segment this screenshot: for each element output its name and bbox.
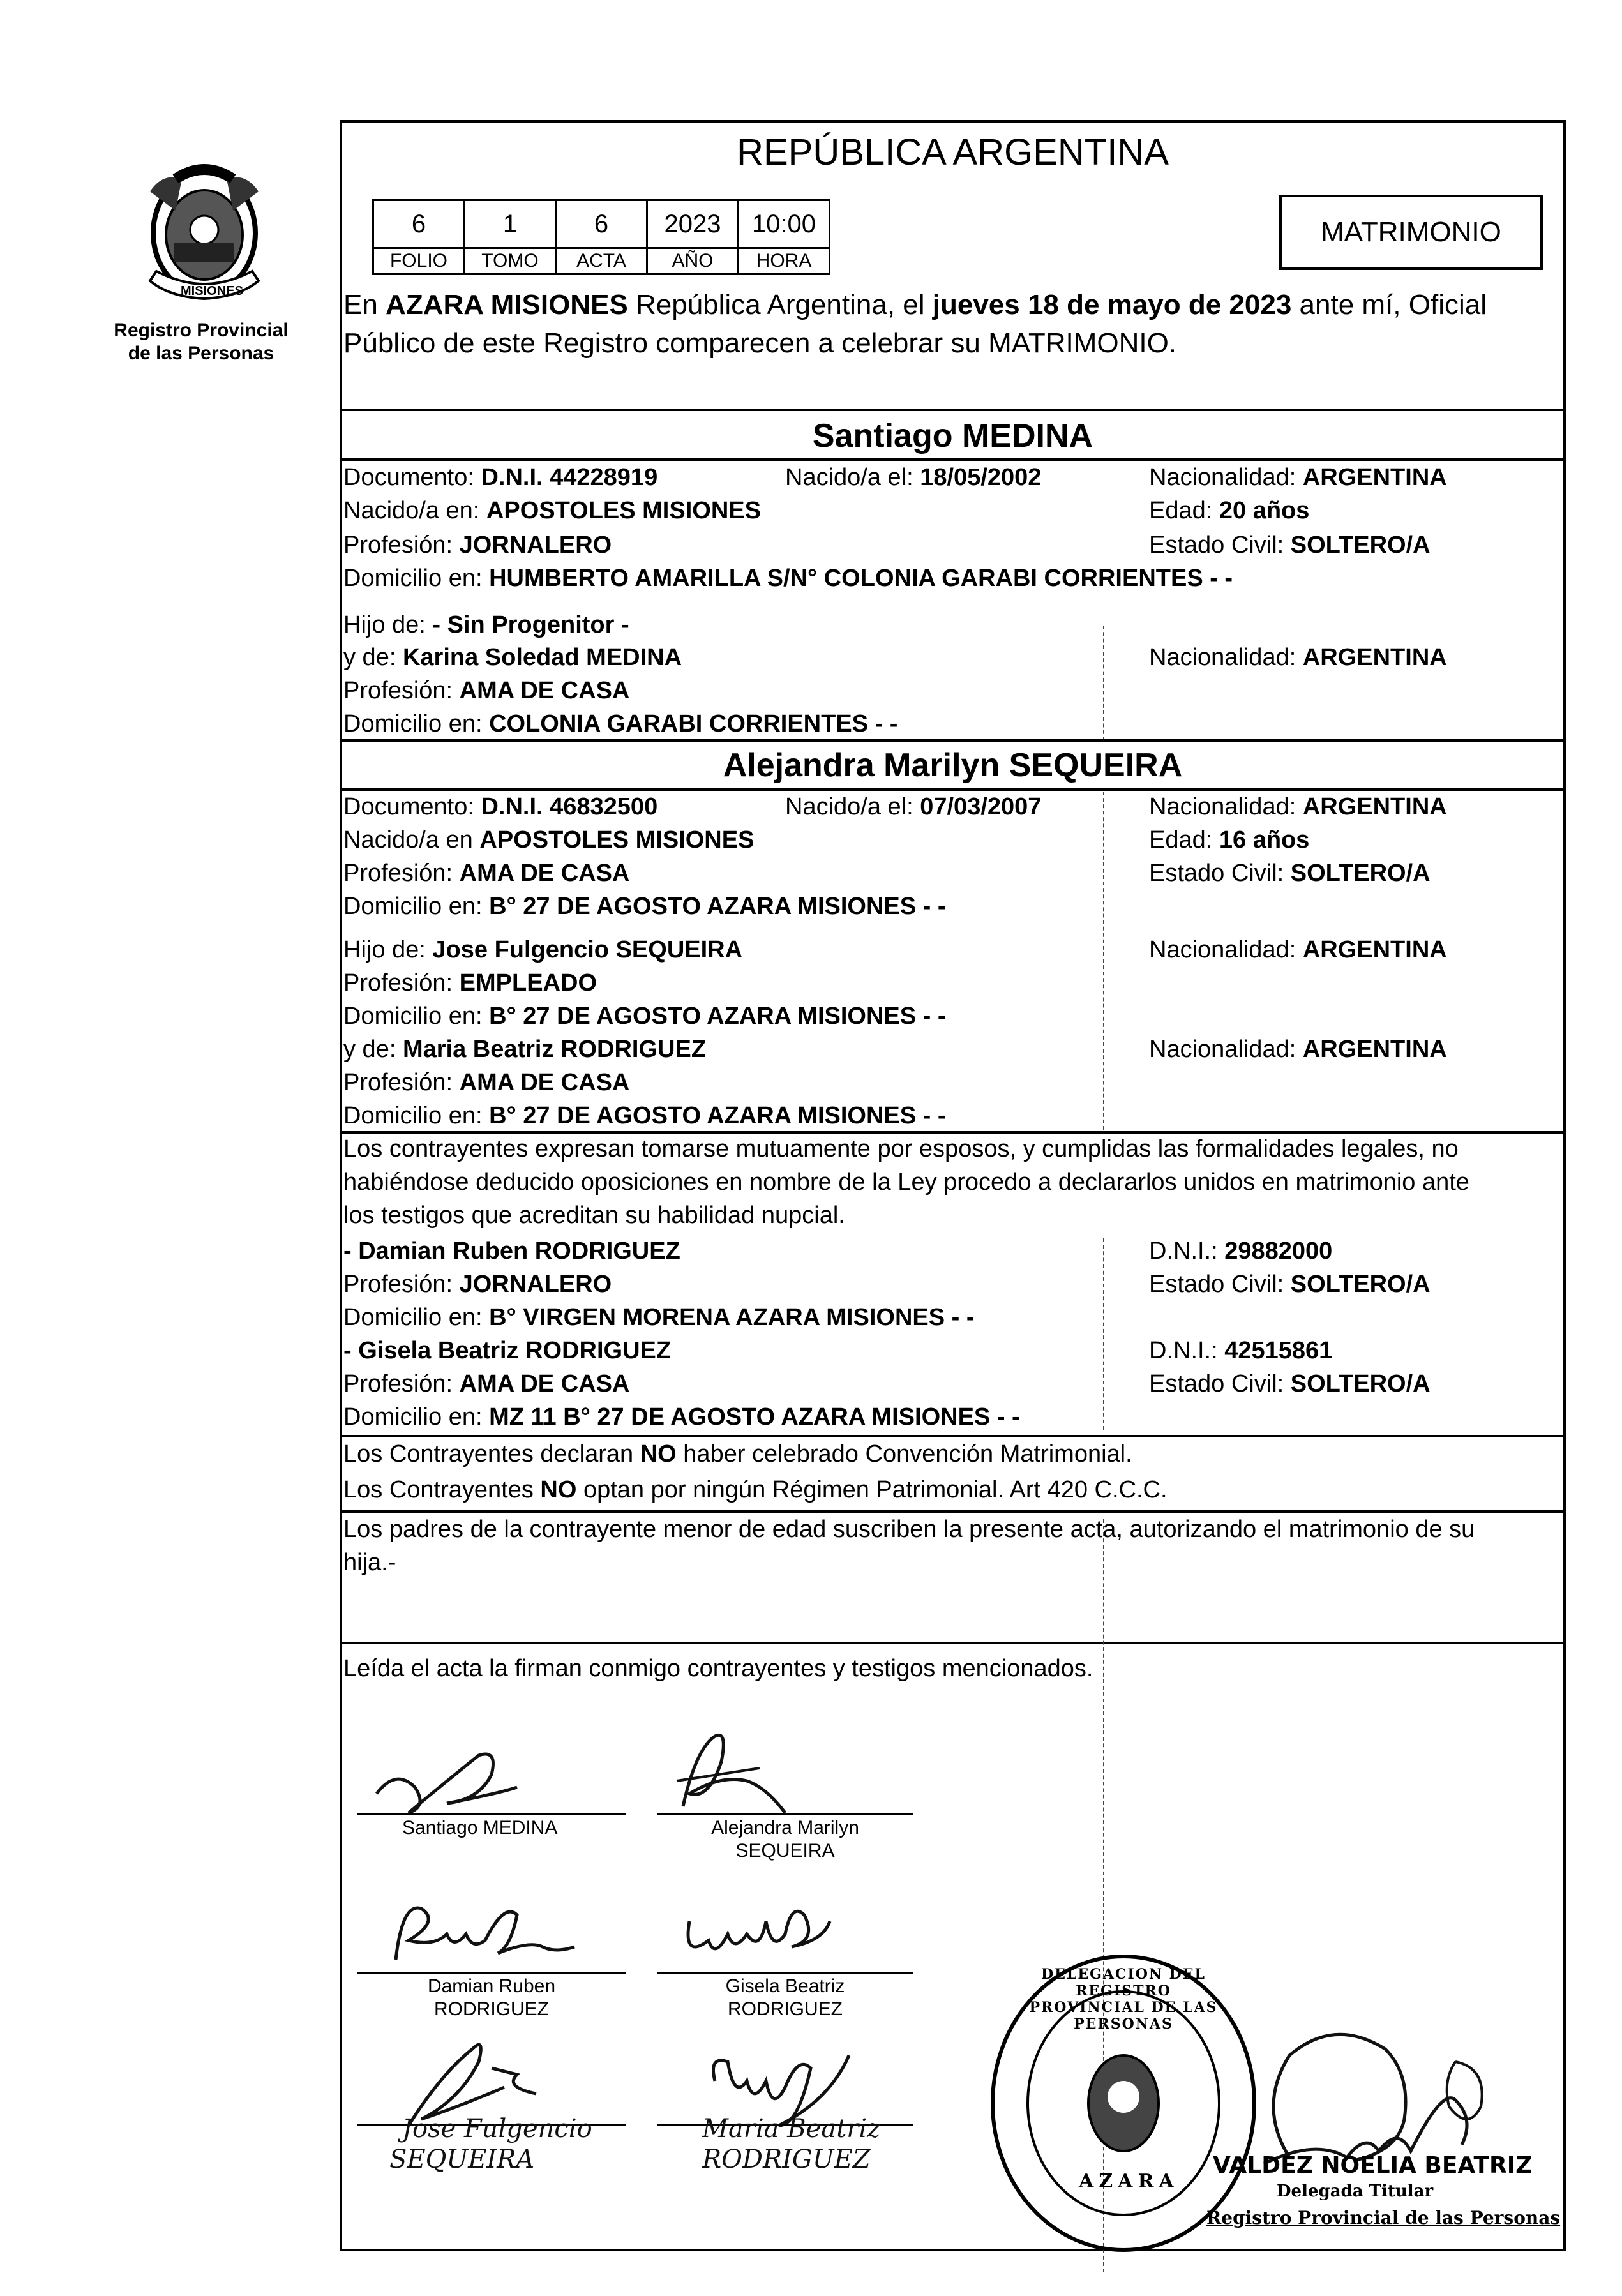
value: AMA DE CASA (459, 1370, 630, 1397)
label: y de: (343, 1036, 403, 1063)
value: MZ 11 B° 27 DE AGOSTO AZARA MISIONES - - (489, 1404, 1020, 1430)
divider (340, 1642, 1566, 1644)
label: Nacionalidad: (1149, 1036, 1303, 1063)
bride-signature-line (657, 1813, 913, 1815)
stamp-bottom-text: AZARA (1079, 2170, 1179, 2193)
logo-caption (105, 319, 297, 365)
value: B° VIRGEN MORENA AZARA MISIONES - - (489, 1304, 975, 1331)
label: Edad: (1149, 827, 1219, 853)
bride-signature-name-2: SEQUEIRA (735, 1840, 835, 1861)
value: AMA DE CASA (459, 677, 630, 704)
intro-text-b: República Argentina, el (627, 289, 933, 320)
stamp-ring-text: DELEGACION DEL REGISTRO PROVINCIAL DE LAS PERSONAS (1029, 1966, 1218, 2032)
year-label: AÑO (647, 248, 739, 274)
value: B° 27 DE AGOSTO AZARA MISIONES - - (489, 1102, 946, 1129)
declaration-line-3: los testigos que acreditan su habilidad nupcial. (343, 1202, 845, 1229)
tomo-value: 1 (465, 200, 556, 248)
label: Nacionalidad: (1149, 464, 1303, 491)
officer-registry: Registro Provincial de las Personas (1206, 2207, 1561, 2228)
value: AMA DE CASA (459, 860, 630, 887)
witness-1-signature-name-1: Damian Ruben (427, 1976, 556, 1997)
witness-1-profession (343, 1269, 612, 1300)
bride-mother-profession (343, 1067, 629, 1098)
folio-value: 6 (373, 200, 465, 248)
value: JORNALERO (459, 1271, 612, 1298)
label: Domicilio en: (343, 1304, 490, 1331)
officer-role: Delegada Titular (1277, 2182, 1434, 2201)
label: Profesión: (343, 860, 460, 887)
value: APOSTOLES MISIONES (486, 497, 761, 524)
intro-text-a: En (343, 289, 386, 320)
value: COLONIA GARABI CORRIENTES - - (489, 710, 898, 737)
tomo-label: TOMO (465, 248, 556, 274)
groom-birthdate (785, 462, 1041, 493)
groom-father (343, 610, 629, 640)
acta-value: 6 (556, 200, 647, 248)
witness-2-dni (1149, 1335, 1332, 1366)
label: Documento: (343, 793, 481, 820)
groom-mother (343, 642, 682, 673)
label: Estado Civil: (1149, 860, 1291, 887)
emphasis: NO (640, 1441, 677, 1467)
label: Edad: (1149, 497, 1219, 524)
text: haber celebrado Convención Matrimonial. (676, 1441, 1132, 1467)
value: ARGENTINA (1302, 1036, 1447, 1063)
value: ARGENTINA (1302, 936, 1447, 963)
bride-age (1149, 825, 1309, 855)
groom-profession (343, 530, 612, 560)
label: Nacido/a en (343, 827, 480, 853)
label: Hijo de: (343, 936, 433, 963)
divider (340, 409, 1566, 411)
divider (340, 739, 1566, 742)
witness-1-address (343, 1302, 975, 1333)
column-guide (1103, 626, 1104, 740)
label: Domicilio en: (343, 1003, 490, 1030)
bride-address (343, 891, 946, 922)
label: Documento: (343, 464, 481, 491)
value: D.N.I. 46832500 (481, 793, 658, 820)
label: Profesión: (343, 970, 460, 996)
bride-father-nationality (1149, 934, 1447, 965)
groom-birthplace (343, 495, 761, 526)
groom-address (343, 563, 1233, 594)
act-reference-table (372, 199, 830, 275)
value: B° 27 DE AGOSTO AZARA MISIONES - - (489, 893, 946, 920)
value: Maria Beatriz RODRIGUEZ (402, 1036, 707, 1063)
label: Profesión: (343, 1271, 460, 1298)
closing-text: Leída el acta la firman conmigo contrayentes y testigos mencionados. (343, 1655, 1093, 1682)
witness-1-signature (383, 1889, 587, 1972)
value: HUMBERTO AMARILLA S/N° COLONIA GARABI CORRIENTES - - (489, 565, 1233, 592)
bride-birthdate (785, 792, 1041, 822)
witness-2-signature-name-2: RODRIGUEZ (728, 1999, 843, 2020)
label: Estado Civil: (1149, 1370, 1291, 1397)
witness-2-civil-status (1149, 1369, 1431, 1399)
groom-nationality (1149, 462, 1447, 493)
value: B° 27 DE AGOSTO AZARA MISIONES - - (489, 1003, 946, 1030)
year-value: 2023 (647, 200, 739, 248)
groom-name: Santiago MEDINA (812, 417, 1093, 454)
text: optan por ningún Régimen Patrimonial. Art 420 C.C.C. (576, 1476, 1168, 1503)
value: 42515861 (1224, 1337, 1333, 1364)
emphasis: NO (540, 1476, 577, 1503)
bride-mother-handwritten-name-2: RODRIGUEZ (702, 2145, 871, 2174)
value: AMA DE CASA (459, 1069, 630, 1096)
bride-mother-address (343, 1100, 946, 1131)
value: ARGENTINA (1302, 644, 1447, 671)
value: - Sin Progenitor - (432, 612, 629, 638)
witness-1-dni (1149, 1236, 1332, 1266)
text: Los Contrayentes (343, 1476, 541, 1503)
groom-civil-status (1149, 530, 1431, 560)
label: Domicilio en: (343, 565, 490, 592)
logo-text-bottom: MISIONES (181, 284, 243, 298)
bride-mother-handwritten-name-1: Maria Beatriz (702, 2114, 881, 2143)
groom-age (1149, 495, 1309, 526)
label: D.N.I.: (1149, 1337, 1225, 1364)
label: Domicilio en: (343, 710, 490, 737)
label: Estado Civil: (1149, 1271, 1291, 1298)
intro-line-2: Público de este Registro comparecen a celebrar su MATRIMONIO. (343, 327, 1177, 359)
label: D.N.I.: (1149, 1238, 1225, 1264)
label: Profesión: (343, 677, 460, 704)
witness-1-civil-status (1149, 1269, 1431, 1300)
value: APOSTOLES MISIONES (479, 827, 755, 853)
label: Domicilio en: (343, 1404, 490, 1430)
groom-signature (370, 1743, 536, 1819)
value: 18/05/2002 (920, 464, 1042, 491)
groom-mother-address (343, 709, 897, 739)
value: JORNALERO (459, 532, 612, 559)
label: Hijo de: (343, 612, 433, 638)
intro-line-1 (343, 287, 1487, 323)
value: Karina Soledad MEDINA (402, 644, 682, 671)
value: 20 años (1219, 497, 1310, 524)
label: Nacionalidad: (1149, 793, 1303, 820)
bride-father (343, 934, 742, 965)
witness-2-address (343, 1402, 1020, 1432)
intro-place: AZARA MISIONES (386, 289, 628, 320)
value: SOLTERO/A (1290, 860, 1431, 887)
groom-mother-profession (343, 675, 629, 706)
value: - Gisela Beatriz RODRIGUEZ (343, 1337, 672, 1364)
bride-profession (343, 858, 629, 889)
value: D.N.I. 44228919 (481, 464, 658, 491)
column-guide (1103, 1238, 1104, 1430)
intro-text-c: ante mí, Oficial (1291, 289, 1487, 320)
registry-logo (124, 153, 284, 313)
text: Los Contrayentes declaran (343, 1441, 640, 1467)
groom-mother-nationality (1149, 642, 1447, 673)
witness-2-name (343, 1335, 671, 1366)
groom-signature-line (357, 1813, 626, 1815)
value: SOLTERO/A (1290, 532, 1431, 559)
label: Nacido/a el: (785, 793, 920, 820)
bride-birthplace (343, 825, 754, 855)
logo-caption-line-2: de las Personas (128, 343, 274, 364)
bride-father-handwritten-name-2: SEQUEIRA (389, 2145, 535, 2174)
divider (340, 1435, 1566, 1437)
value: 07/03/2007 (920, 793, 1042, 820)
divider (340, 788, 1566, 791)
note-line-1: Los padres de la contrayente menor de edad suscriben la presente acta, autorizando el matrimonio de su (343, 1516, 1475, 1543)
bride-father-handwritten-name-1: Jose Fulgencio (402, 2114, 592, 2143)
groom-signature-name: Santiago MEDINA (402, 1817, 558, 1838)
bride-mother-nationality (1149, 1034, 1447, 1065)
declaration-line-1: Los contrayentes expresan tomarse mutuamente por esposos, y cumplidas las formalidades legales, no (343, 1136, 1459, 1162)
bride-signature (657, 1723, 798, 1819)
witness-2-signature (677, 1896, 843, 1966)
hour-value: 10:00 (739, 200, 830, 248)
label: Nacido/a el: (785, 464, 920, 491)
label: y de: (343, 644, 403, 671)
witness-2-signature-line (657, 1972, 913, 1974)
divider (340, 458, 1566, 461)
bride-father-profession (343, 968, 597, 998)
label: Domicilio en: (343, 893, 490, 920)
label: Nacido/a en: (343, 497, 486, 524)
convention-line-1 (343, 1439, 1132, 1469)
witness-1-signature-name-2: RODRIGUEZ (434, 1999, 549, 2020)
witness-2-profession (343, 1369, 629, 1399)
logo-text-top: PROVINCIA DE (179, 156, 243, 166)
officer-name: VALDEZ NOELIA BEATRIZ (1213, 2152, 1533, 2179)
acta-label: ACTA (556, 248, 647, 274)
label: Profesión: (343, 1069, 460, 1096)
bride-document (343, 792, 657, 822)
bride-father-address (343, 1001, 946, 1032)
logo-caption-line-1: Registro Provincial (114, 320, 289, 341)
value: SOLTERO/A (1290, 1370, 1431, 1397)
convention-line-2 (343, 1474, 1168, 1505)
value: EMPLEADO (459, 970, 597, 996)
label: Nacionalidad: (1149, 644, 1303, 671)
label: Profesión: (343, 1370, 460, 1397)
bride-mother (343, 1034, 706, 1065)
column-guide (1103, 792, 1104, 1130)
act-type-box: MATRIMONIO (1279, 195, 1543, 270)
value: 16 años (1219, 827, 1310, 853)
hour-label: HORA (739, 248, 830, 274)
declaration-line-2: habiéndose deducido oposiciones en nombre de la Ley procedo a declararlos unidos en matrimonio ante (343, 1169, 1469, 1196)
witness-2-signature-name-1: Gisela Beatriz (725, 1976, 845, 1997)
label: Domicilio en: (343, 1102, 490, 1129)
value: 29882000 (1224, 1238, 1333, 1264)
value: SOLTERO/A (1290, 1271, 1431, 1298)
label: Estado Civil: (1149, 532, 1291, 559)
value: ARGENTINA (1302, 464, 1447, 491)
value: - Damian Ruben RODRIGUEZ (343, 1238, 680, 1264)
bride-civil-status (1149, 858, 1431, 889)
value: ARGENTINA (1302, 793, 1447, 820)
label: Profesión: (343, 532, 460, 559)
page-title: REPÚBLICA ARGENTINA (737, 131, 1169, 173)
witness-1-name (343, 1236, 680, 1266)
groom-document (343, 462, 657, 493)
bride-signature-name-1: Alejandra Marilyn (711, 1817, 859, 1838)
officer-signature (1251, 2011, 1506, 2177)
folio-label: FOLIO (373, 248, 465, 274)
bride-nationality (1149, 792, 1447, 822)
value: Jose Fulgencio SEQUEIRA (432, 936, 743, 963)
divider (340, 1510, 1566, 1513)
note-line-2: hija.- (343, 1549, 396, 1576)
bride-name: Alejandra Marilyn SEQUEIRA (723, 747, 1183, 784)
intro-date: jueves 18 de mayo de 2023 (932, 289, 1292, 320)
witness-1-signature-line (357, 1972, 626, 1974)
label: Nacionalidad: (1149, 936, 1303, 963)
